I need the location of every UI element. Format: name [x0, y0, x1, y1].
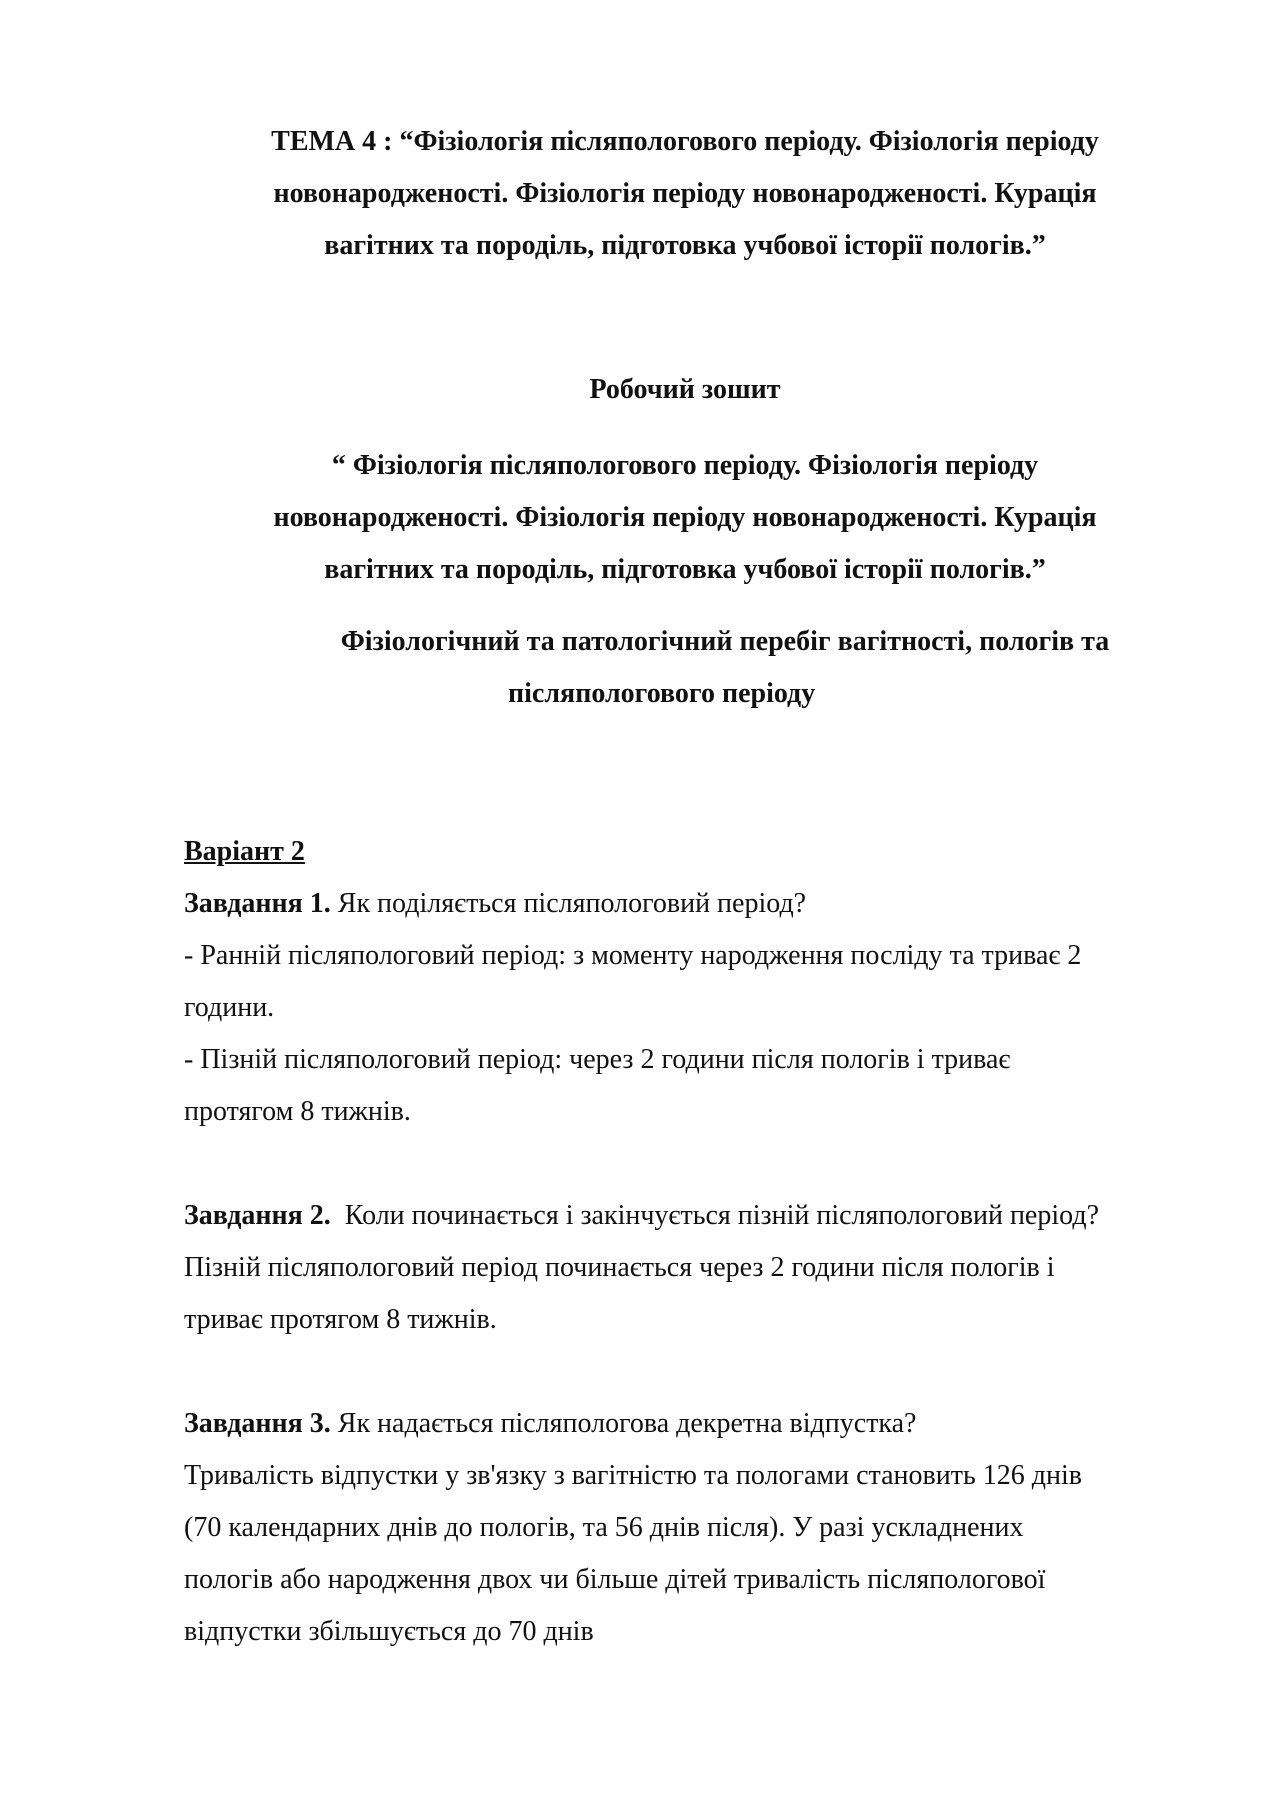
task-answer-line: Тривалість відпустки у зв'язку з вагітністю та пологами становить 126 днів — [184, 1460, 1082, 1491]
topic-heading-line: ТЕМА 4 : “Фізіологія післяпологового періоду. Фізіологія періоду — [271, 126, 1099, 157]
workbook-subtitle-line: новонародженості. Фізіологія періоду новонародженості. Курація — [273, 502, 1097, 533]
task-answer-line: - Ранній післяпологовий період: з моменту народження посліду та триває 2 — [184, 940, 1082, 971]
task-2 — [184, 1190, 1194, 1346]
workbook-title-text: Робочий зошит — [589, 374, 781, 405]
section-title-line: Фізіологічний та патологічний перебіг вагітності, пологів та — [340, 626, 1110, 657]
task-answer-line: відпустки збільшується до 70 днів — [184, 1616, 594, 1647]
workbook-subtitle-line: вагітних та породіль, підготовка учбової історії пологів.” — [324, 554, 1046, 585]
variant-heading — [184, 826, 1194, 878]
task-question-text: Як надається післяпологова декретна відпустка? — [330, 1408, 917, 1439]
task-answer-line: Пізній післяпологовий період починається через 2 години після пологів і — [184, 1252, 1055, 1283]
task-question — [184, 1190, 1194, 1242]
section-title — [250, 616, 1200, 720]
task-question — [184, 878, 1194, 930]
task-answer-line: (70 календарних днів до пологів, та 56 днів після). У разі ускладнених — [184, 1512, 1024, 1543]
topic-heading-line: новонародженості. Фізіологія періоду новонародженості. Курація — [273, 178, 1097, 209]
topic-heading-line: вагітних та породіль, підготовка учбової історії пологів.” — [324, 230, 1046, 261]
task-label: Завдання 2. — [184, 1200, 331, 1231]
task-answer-line: - Пізній післяпологовий період: через 2 години після пологів і триває — [184, 1044, 1011, 1075]
task-question-text: Коли починається і закінчується пізній післяпологовий період? — [330, 1200, 1100, 1231]
workbook-subtitle — [170, 440, 1200, 596]
workbook-subtitle-line: “ Фізіологія післяпологового періоду. Фізіологія періоду — [331, 450, 1039, 481]
task-label: Завдання 1. — [184, 888, 331, 919]
task-answer-line: протягом 8 тижнів. — [184, 1096, 411, 1127]
task-answer-line: триває протягом 8 тижнів. — [184, 1304, 497, 1335]
task-answer-line: години. — [184, 992, 275, 1023]
task-answer-line: пологів або народження двох чи більше дітей тривалість післяпологової — [184, 1564, 1046, 1595]
task-question — [184, 1398, 1194, 1450]
task-label: Завдання 3. — [184, 1408, 331, 1439]
task-question-text: Як поділяється післяпологовий період? — [330, 888, 807, 919]
variant-label: Варіант 2 — [184, 836, 305, 867]
workbook-title — [170, 364, 1200, 416]
section-title-line: післяпологового періоду — [508, 678, 816, 709]
task-3 — [184, 1398, 1194, 1658]
topic-heading — [170, 116, 1200, 272]
task-1 — [184, 878, 1194, 1138]
